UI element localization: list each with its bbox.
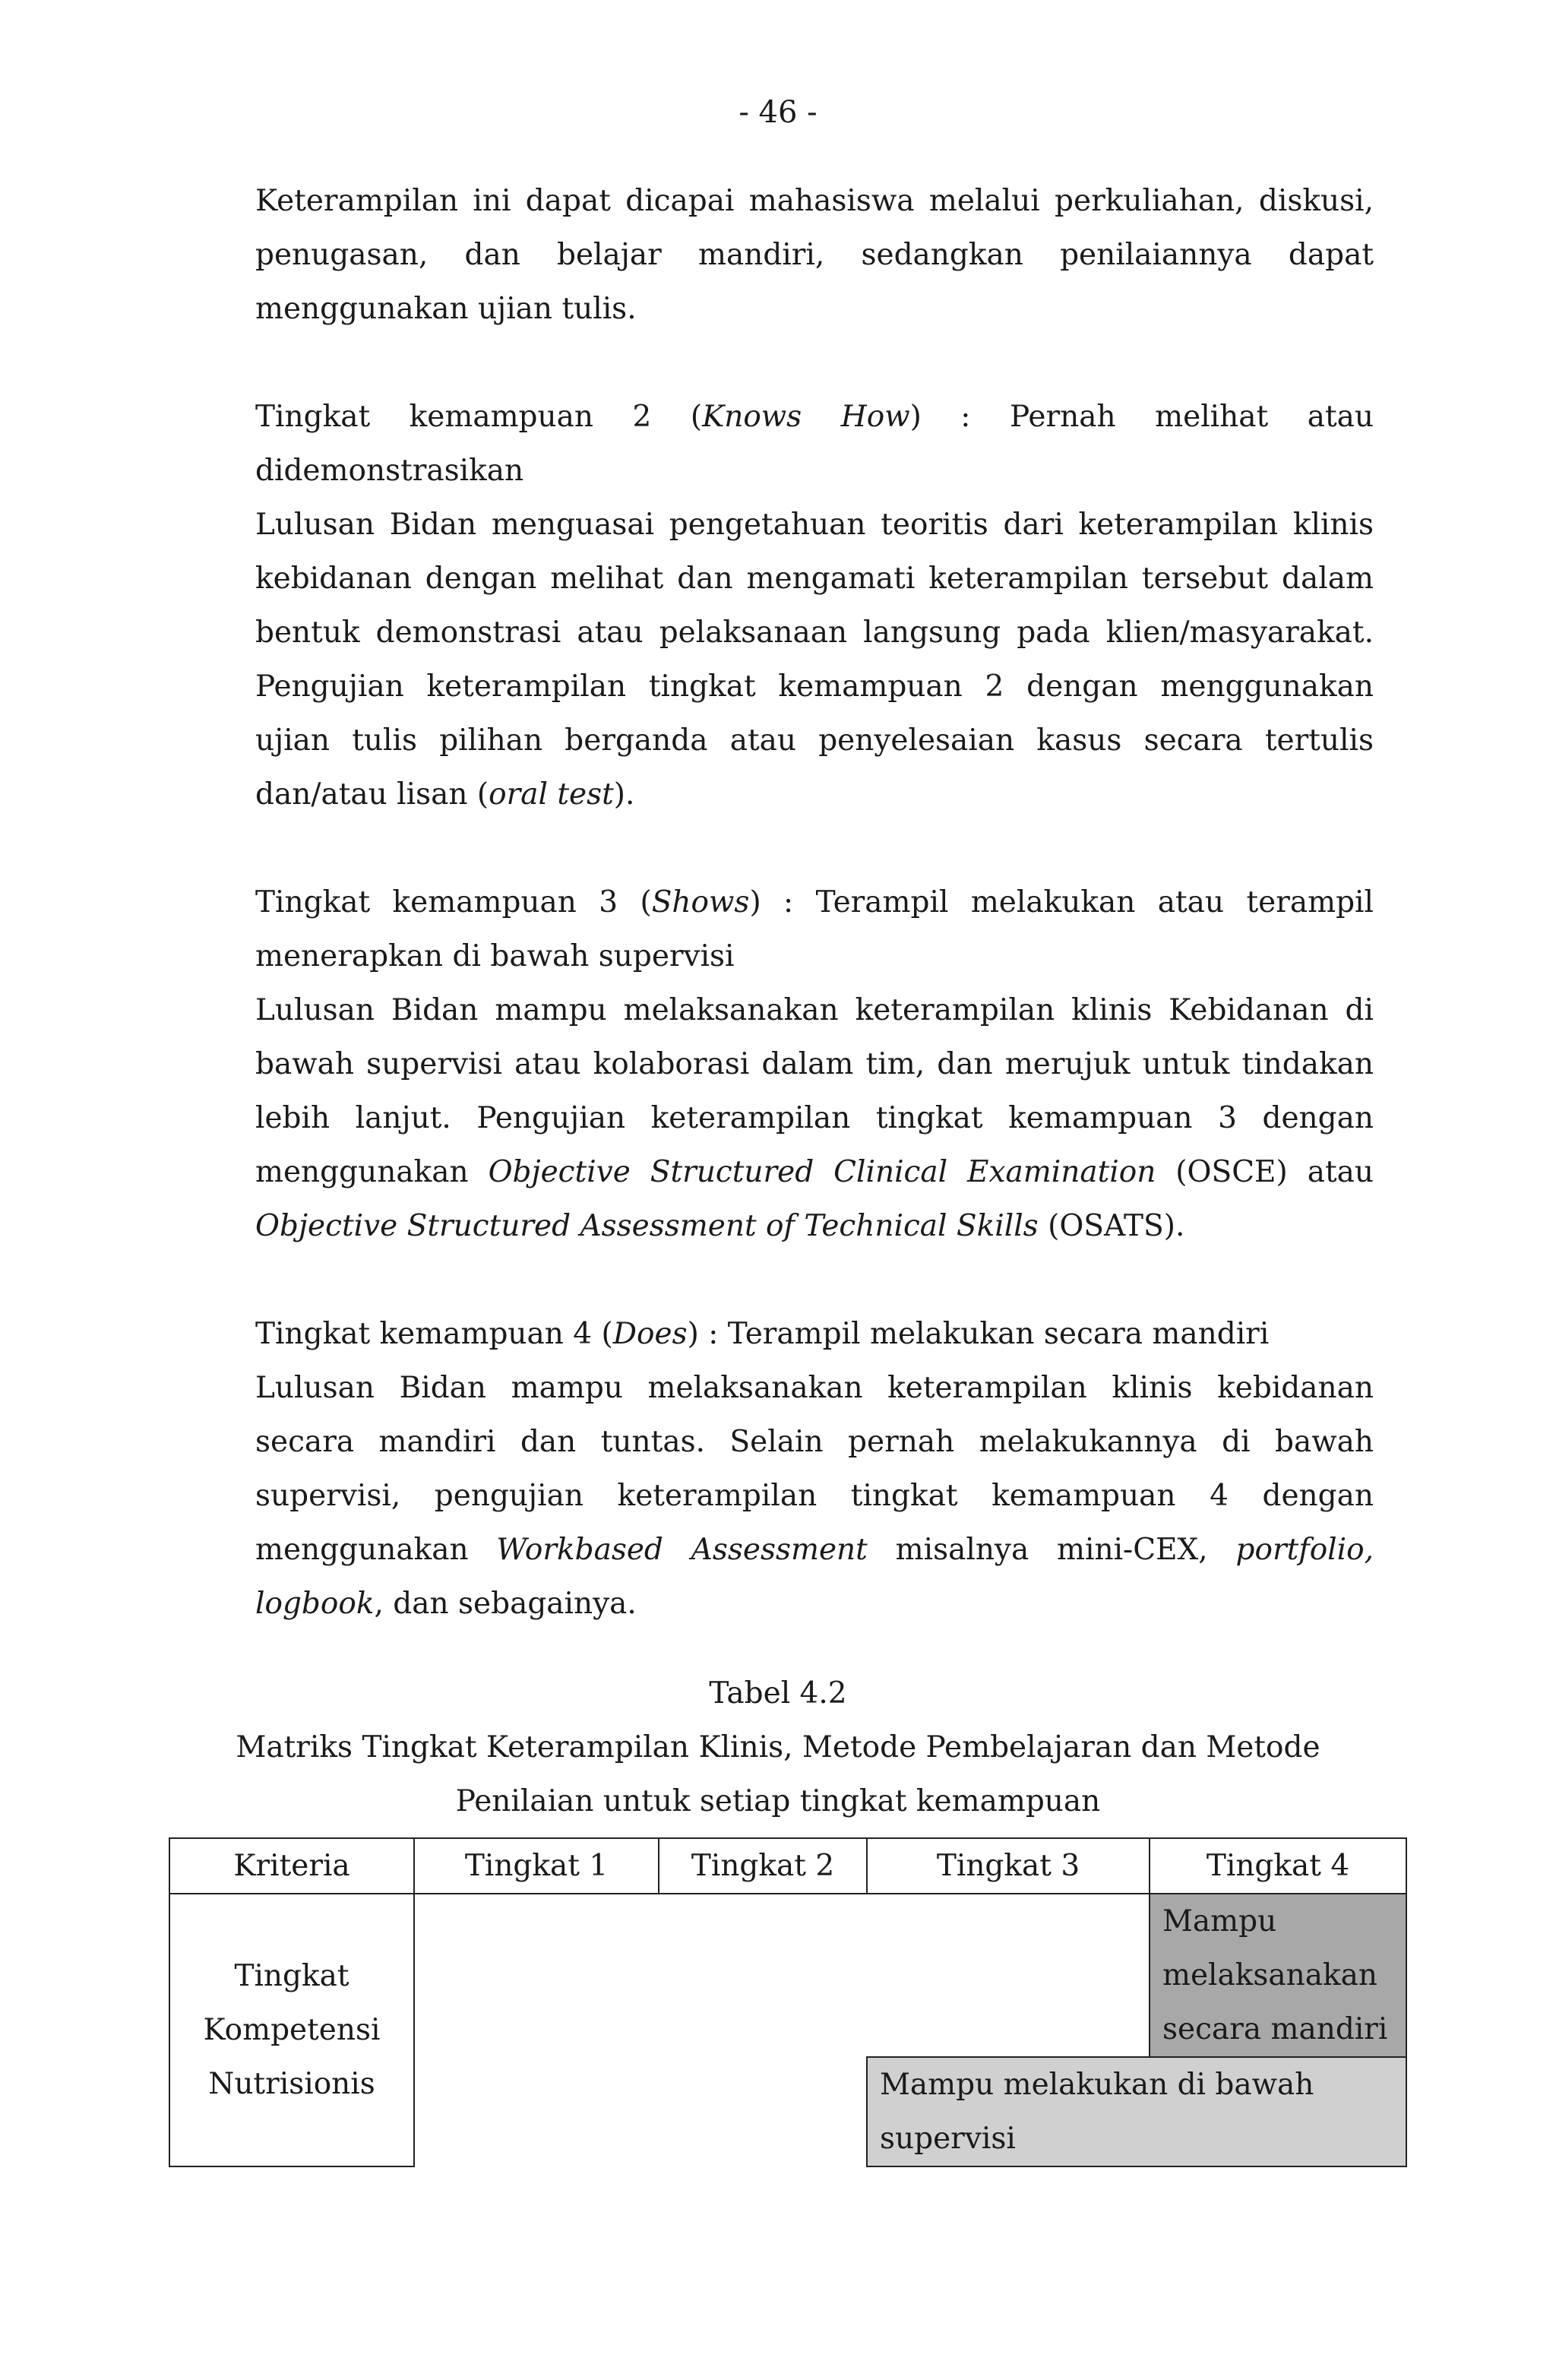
level4-body-end: , dan sebagainya. xyxy=(374,1587,637,1621)
level3-body-osce: Objective Structured Clinical Examination xyxy=(488,1155,1156,1189)
header-tingkat-3: Tingkat 3 xyxy=(867,1838,1150,1894)
row-label-cell xyxy=(169,1894,414,2166)
empty-area xyxy=(414,1894,1150,2057)
level2-body xyxy=(255,498,1374,821)
table-header-row xyxy=(169,1838,1406,1894)
page-number: - 46 - xyxy=(738,95,818,130)
competency-matrix-table xyxy=(169,1837,1407,2167)
level4-body-wba: Workbased Assessment xyxy=(496,1533,868,1567)
empty-area xyxy=(414,2057,867,2166)
header-tingkat-1: Tingkat 1 xyxy=(414,1838,659,1894)
level4-body-text: Lulusan Bidan mampu melaksanakan keterampilan klinis kebidanan secara mandiri dan tuntas. Selain pernah melakukannya di bawah supervisi, pengujian keterampilan tingkat kemampuan 4 dengan menggunakan xyxy=(255,1371,1374,1567)
row-label-line: Kompetensi xyxy=(203,2013,381,2047)
level3-body-osats: Objective Structured Assessment of Technical Skills xyxy=(255,1209,1039,1243)
level4-heading-term: Does xyxy=(612,1317,688,1351)
document-body xyxy=(255,174,1374,1631)
level3-heading-rest: ) : Terampil melakukan atau terampil menerapkan di bawah supervisi xyxy=(255,885,1374,973)
level3-heading xyxy=(255,875,1374,983)
header-tingkat-4: Tingkat 4 xyxy=(1150,1838,1406,1894)
level3-cell-line: Mampu melakukan di bawah xyxy=(880,2068,1314,2102)
level3-body-text: Lulusan Bidan mampu melaksanakan keterampilan klinis Kebidanan di bawah supervisi atau kolaborasi dalam tim, dan merujuk untuk tindakan lebih lanjut. Pengujian keterampilan tingkat kemampuan 3 dengan menggunakan xyxy=(255,993,1374,1189)
level4-cell-line: Mampu xyxy=(1162,1904,1277,1938)
level4-body xyxy=(255,1361,1374,1631)
level4-body-portfolio: portfolio, logbook xyxy=(255,1533,1374,1621)
table-label: Tabel 4.2 xyxy=(709,1676,847,1711)
row-label-line: Nutrisionis xyxy=(208,2067,375,2101)
row-label-line: Tingkat xyxy=(234,1959,349,1993)
level2-heading-text: Tingkat kemampuan 2 ( xyxy=(255,400,703,434)
level4-heading-rest: ) : Terampil melakukan secara mandiri xyxy=(687,1317,1270,1351)
level3-body xyxy=(255,983,1374,1253)
level2-body-end: ). xyxy=(613,777,635,812)
level2-heading xyxy=(255,390,1374,498)
intro-paragraph: Keterampilan ini dapat dicapai mahasiswa melalui perkuliahan, diskusi, penugasan, dan belajar mandiri, sedangkan penilaiannya dapat menggunakan ujian tulis. xyxy=(255,184,1374,326)
level2-heading-term: Knows How xyxy=(702,400,910,434)
level4-heading-text: Tingkat kemampuan 4 ( xyxy=(255,1317,613,1351)
level3-body-mid: (OSCE) atau xyxy=(1156,1155,1374,1189)
level3-body-end: (OSATS). xyxy=(1038,1209,1185,1243)
level4-body-mid: misalnya mini-CEX, xyxy=(867,1533,1236,1567)
level2-heading-rest: ) : Pernah melihat atau didemonstrasikan xyxy=(255,400,1374,488)
level3-cell-line: supervisi xyxy=(880,2122,1016,2156)
table-caption-line1: Matriks Tingkat Keterampilan Klinis, Metode Pembelajaran dan Metode xyxy=(236,1730,1320,1764)
table-caption-line2: Penilaian untuk setiap tingkat kemampuan xyxy=(455,1784,1101,1818)
level3-heading-text: Tingkat kemampuan 3 ( xyxy=(255,885,652,919)
level4-cell-line: melaksanakan xyxy=(1162,1958,1378,1992)
level3-heading-term: Shows xyxy=(651,885,750,919)
level2-body-term: oral test xyxy=(489,777,614,812)
level4-cell-line: secara mandiri xyxy=(1162,2012,1388,2046)
table-row-upper xyxy=(169,1894,1406,2057)
level4-heading xyxy=(255,1307,1374,1361)
header-kriteria: Kriteria xyxy=(169,1838,414,1894)
level4-competency-cell xyxy=(1150,1894,1406,2057)
level2-body-text: Lulusan Bidan menguasai pengetahuan teoritis dari keterampilan klinis kebidanan dengan melihat dan mengamati keterampilan tersebut dalam bentuk demonstrasi atau pelaksanaan langsung pada klien/masyarakat. Pengujian keterampilan tingkat kemampuan 2 dengan menggunakan ujian tulis pilihan berganda atau penyelesaian kasus secara tertulis dan/atau lisan ( xyxy=(255,508,1374,812)
header-tingkat-2: Tingkat 2 xyxy=(659,1838,867,1894)
level3-competency-cell xyxy=(867,2057,1406,2166)
